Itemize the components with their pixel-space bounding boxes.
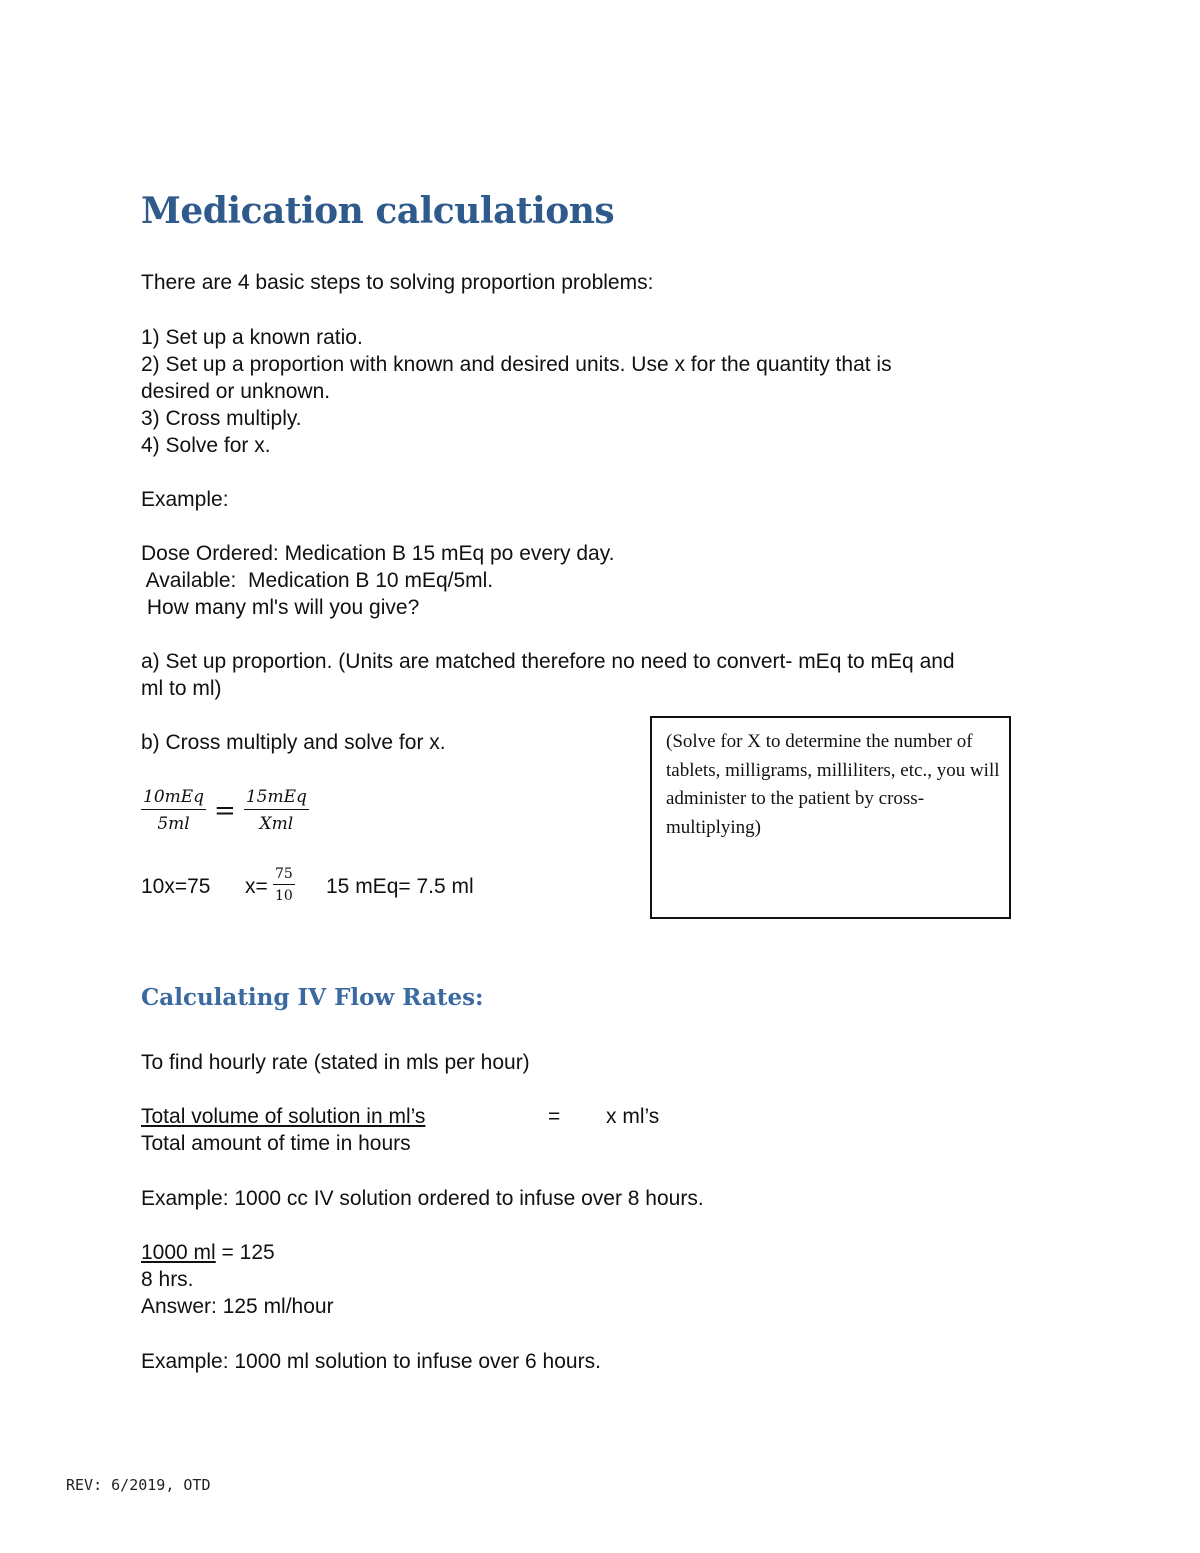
dose-answer: 15 mEq= 7.5 ml	[326, 875, 474, 898]
step-3: 3) Cross multiply.	[141, 407, 302, 430]
left-denominator: 5ml	[157, 814, 190, 834]
intro-text: There are 4 basic steps to solving proportion problems:	[141, 271, 654, 294]
iv-example-1: Example: 1000 cc IV solution ordered to infuse over 8 hours.	[141, 1187, 704, 1210]
iv-section-title: Calculating IV Flow Rates:	[141, 984, 484, 1011]
left-numerator: 10mEq	[141, 786, 206, 810]
step-2-continued: desired or unknown.	[141, 380, 331, 403]
callout-text: (Solve for X to determine the number of tablets, milligrams, milliliters, etc., you will administer to the patient by cross- multiplying)	[666, 731, 1000, 838]
x-equals-label: x=	[245, 875, 268, 898]
formula-equals: =	[548, 1105, 561, 1128]
equals-sign: =	[214, 795, 236, 826]
step-a-line-2: ml to ml)	[141, 677, 222, 700]
iv-calc-result: = 125	[215, 1241, 275, 1264]
formula-denominator: Total amount of time in hours	[141, 1132, 411, 1155]
iv-calc-answer: Answer: 125 ml/hour	[141, 1295, 334, 1318]
steps-list	[141, 324, 892, 459]
left-fraction	[141, 786, 206, 835]
step-a-line-1: a) Set up proportion. (Units are matched therefore no need to convert- mEq to mEq and	[141, 650, 955, 673]
cross-multiply-result: 10x=75	[141, 875, 211, 898]
revision-footer: REV: 6/2019, OTD	[66, 1476, 211, 1494]
iv-calc-line	[141, 1239, 275, 1266]
callout-box	[650, 716, 1011, 919]
iv-example-2: Example: 1000 ml solution to infuse over 6 hours.	[141, 1350, 601, 1373]
x-numerator: 75	[273, 866, 295, 885]
question-text: How many ml's will you give?	[141, 596, 420, 619]
right-numerator: 15mEq	[244, 786, 309, 810]
dose-ordered: Dose Ordered: Medication B 15 mEq po every day.	[141, 542, 615, 565]
iv-intro: To find hourly rate (stated in mls per hour)	[141, 1051, 530, 1074]
iv-calc-denominator: 8 hrs.	[141, 1268, 194, 1291]
step-4: 4) Solve for x.	[141, 434, 271, 457]
x-fraction	[273, 865, 295, 905]
example-label: Example:	[141, 488, 229, 511]
step-b: b) Cross multiply and solve for x.	[141, 731, 446, 754]
step-2: 2) Set up a proportion with known and desired units. Use x for the quantity that is	[141, 353, 892, 376]
step-1: 1) Set up a known ratio.	[141, 326, 363, 349]
x-denominator: 10	[275, 888, 293, 904]
iv-calc-numerator: 1000 ml	[141, 1241, 216, 1264]
proportion-equation	[141, 786, 309, 835]
formula-numerator: Total volume of solution in ml’s	[141, 1105, 426, 1128]
page-title: Medication calculations	[141, 190, 615, 232]
available-text: Available: Medication B 10 mEq/5ml.	[141, 569, 494, 592]
formula-result: x ml’s	[606, 1105, 660, 1128]
right-fraction	[244, 786, 309, 835]
right-denominator: Xml	[259, 814, 294, 834]
